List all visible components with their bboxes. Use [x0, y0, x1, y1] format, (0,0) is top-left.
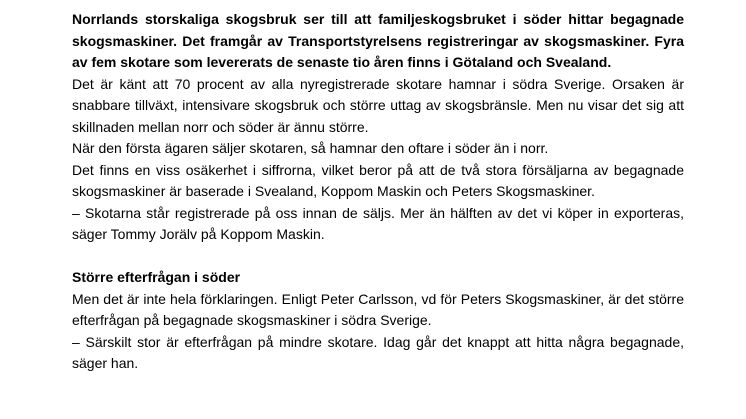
paragraph-spacer: [72, 246, 684, 268]
body-paragraph: När den första ägaren säljer skotaren, så hamnar den oftare i söder än i norr.: [72, 140, 549, 156]
lead-paragraph: Norrlands storskaliga skogsbruk ser till att familjeskogsbruket i söder hittar begagnade skogsmaskiner. Det framgår av Transportstyrelsens registreringar av skogsmaskiner. Fyra av fem skotare som levererats de senaste tio åren finns i Götaland och Svealand.: [72, 11, 684, 70]
quote-paragraph: – Särskilt stor är efterfrågan på mindre skotare. Idag går det knappt att hitta några begagnade, säger han.: [72, 333, 684, 371]
body-paragraph: Det är känt att 70 procent av alla nyregistrerade skotare hamnar i södra Sverige. Orsaken är snabbare tillväxt, intensivare skogsbruk och större uttag av skogsbränsle. Men nu visar det sig att skillnaden mellan norr och söder är ännu större.: [72, 75, 684, 135]
quote-paragraph: – Skotarna står registrerade på oss innan de säljs. Mer än hälften av det vi köper in exporteras, säger Tommy Jorälv på Koppom Maskin.: [72, 204, 684, 242]
page-footer-mark: [513, 413, 553, 419]
body-paragraph: Men det är inte hela förklaringen. Enligt Peter Carlsson, vd för Peters Skogsmaskiner, är det större efterfrågan på begagnade skogsmaskiner i södra Sverige.: [72, 290, 684, 328]
section-heading: Större efterfrågan i söder: [72, 269, 241, 285]
body-paragraph: Det finns en viss osäkerhet i siffrorna, vilket beror på att de två stora försäljarna av begagnade skogsmaskiner är baserade i Svealand, Koppom Maskin och Peters Skogsmaskiner.: [72, 161, 684, 199]
